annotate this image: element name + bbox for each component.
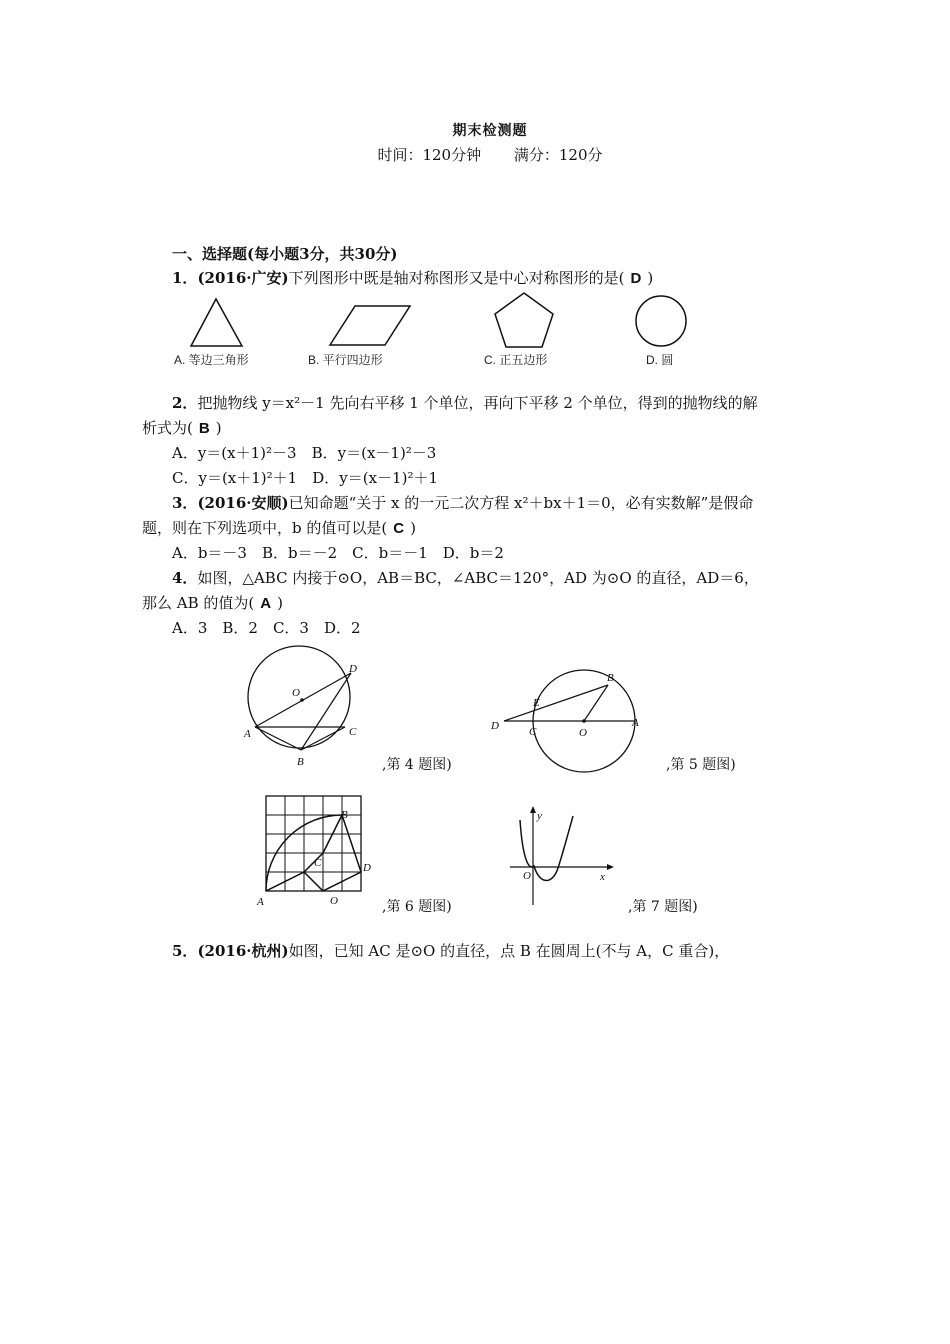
fig4-label-c: C: [349, 726, 357, 738]
q1-answer: D: [630, 270, 642, 287]
page-title: 期末检测题: [452, 123, 528, 139]
time-limit: 时间：120分钟: [377, 146, 482, 164]
fig6-label-o: O: [330, 895, 338, 907]
figure-4-diagram: [240, 645, 370, 770]
q3-text: 已知命题“关于 x 的一元二次方程 x²＋bx＋1＝0，必有实数解”是假命: [288, 494, 754, 512]
question-2-cont: 析式为( B ): [142, 419, 222, 437]
q2-option-d: D．y＝(x－1)²＋1: [312, 469, 438, 487]
figure-6-caption: ,第 6 题图): [382, 899, 452, 915]
q5-source: (2016·杭州): [197, 942, 289, 960]
q4-answer: A: [260, 595, 272, 612]
q3-number: 3．: [172, 494, 198, 512]
q2-answer: B: [198, 420, 210, 437]
q3-source: (2016·安顺): [197, 494, 289, 512]
fig7-label-o: O: [523, 870, 531, 882]
q1-option-c: C. 正五边形: [484, 353, 548, 367]
parallelogram-shape: [330, 306, 410, 345]
q5-text: 如图，已知 AC 是⊙O 的直径，点 B 在圆周上(不与 A，C 重合)，: [288, 942, 730, 960]
fig4-label-b: B: [297, 756, 304, 768]
q1-source: (2016·广安): [197, 269, 289, 287]
figure-5-diagram: [488, 668, 648, 774]
q1-option-b: B. 平行四边形: [308, 353, 383, 367]
fig7-label-x: x: [600, 871, 605, 883]
fig6-label-c: C: [314, 857, 322, 869]
q1-text: 下列图形中既是轴对称图形又是中心对称图形的是(: [288, 269, 625, 287]
figure-6-diagram: [252, 792, 376, 910]
fig4-label-d: D: [349, 663, 357, 675]
fig5-label-a: A: [632, 717, 639, 729]
q1-option-a: A. 等边三角形: [174, 353, 249, 367]
q2-option-c: C．y＝(x＋1)²＋1: [172, 469, 298, 487]
question-3: [172, 493, 753, 513]
q4-options: A．3 B．2 C．3 D．2: [172, 619, 361, 637]
figure-5-caption: ,第 5 题图): [666, 757, 736, 773]
full-score: 满分：120分: [513, 146, 603, 164]
fig5-label-o: O: [579, 727, 587, 739]
q2-options-row1: [172, 443, 436, 463]
fig4-label-a: A: [244, 728, 251, 740]
q3-options: A．b＝－3 B．b＝－2 C．b＝－1 D．b＝2: [172, 544, 504, 562]
fig5-label-d: D: [491, 720, 499, 732]
q2-options-row2: [172, 468, 438, 488]
q2-text: 把抛物线 y＝x²－1 先向右平移 1 个单位，再向下平移 2 个单位，得到的抛物线的解: [197, 394, 758, 412]
question-4-cont: 那么 AB 的值为( A ): [142, 594, 283, 612]
fig6-label-d: D: [363, 862, 371, 874]
q5-number: 5．: [172, 942, 198, 960]
question-4: [172, 568, 759, 588]
fig6-label-a: A: [257, 896, 264, 908]
circle-shape: [636, 296, 686, 346]
question-3-cont: 题，则在下列选项中，b 的值可以是( C ): [142, 519, 416, 537]
q1-shapes: [170, 290, 700, 350]
q2-number: 2．: [172, 394, 198, 412]
q1-option-d: D. 圆: [646, 353, 674, 367]
figure-4-caption: ,第 4 题图): [382, 757, 452, 773]
fig4-label-o: O: [292, 687, 300, 699]
equilateral-triangle-shape: [191, 299, 242, 346]
q4-number: 4．: [172, 569, 198, 587]
q2-option-a: A．y＝(x＋1)²－3: [172, 444, 297, 462]
fig5-label-e: E: [533, 697, 540, 709]
fig5-label-b: B: [607, 672, 614, 684]
fig7-label-y: y: [537, 810, 542, 822]
exam-meta: [0, 144, 950, 165]
q4-text: 如图，△ABC 内接于⊙O，AB＝BC，∠ABC＝120°，AD 为⊙O 的直径，AD＝6，: [197, 569, 759, 587]
q1-number: 1．: [172, 269, 198, 287]
regular-pentagon-shape: [495, 293, 553, 347]
fig5-label-c: C: [529, 726, 537, 738]
q2-option-b: B．y＝(x－1)²－3: [311, 444, 437, 462]
figure-7-diagram: [506, 804, 618, 908]
fig6-label-b: B: [341, 809, 348, 821]
question-1: 1．(2016·广安)下列图形中既是轴对称图形又是中心对称图形的是( D ): [172, 269, 654, 287]
figure-7-caption: ,第 7 题图): [628, 899, 698, 915]
q3-answer: C: [393, 520, 405, 537]
section-heading: 一、选择题(每小题3分，共30分): [172, 245, 398, 263]
question-2: [172, 393, 758, 413]
question-5: [172, 941, 729, 961]
